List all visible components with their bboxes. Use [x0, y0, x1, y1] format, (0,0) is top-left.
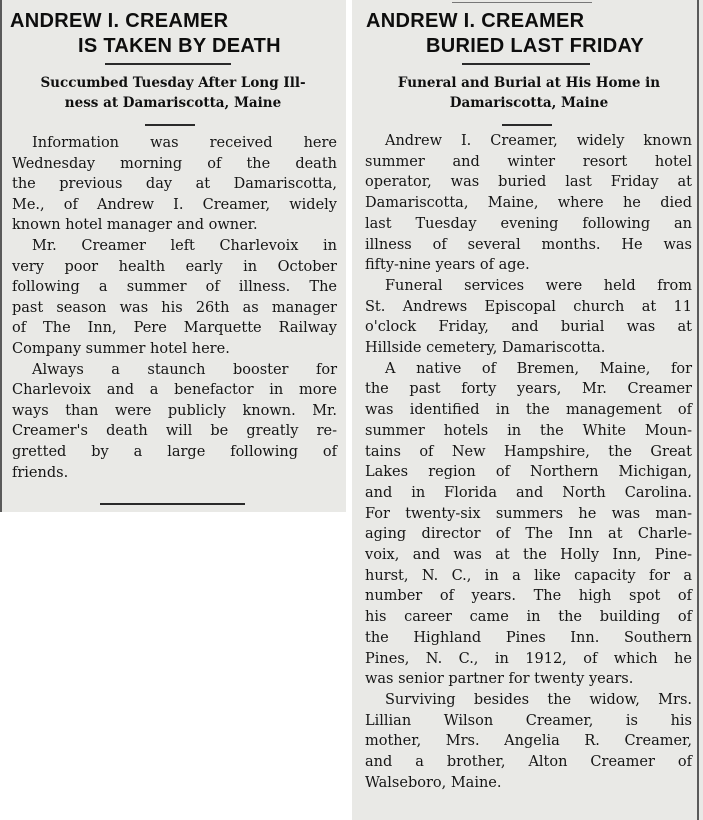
body-line: o'clock Friday, and burial was at — [365, 319, 692, 336]
headline-rule-2 — [462, 63, 590, 65]
subhead-1-line-2: ness at Damariscotta, Maine — [64, 95, 282, 111]
body-line: Walseboro, Maine. — [365, 774, 502, 791]
end-rule-1 — [100, 503, 245, 505]
body-line: Pines, N. C., in 1912, of which he — [365, 650, 692, 667]
body-line: very poor health early in October — [12, 258, 337, 275]
headline-2 — [366, 9, 696, 59]
body-line: Lakes region of Northern Michigan, — [365, 464, 692, 481]
body-line: his career came in the building of — [365, 609, 692, 626]
body-line: ways than were publicly known. Mr. — [12, 402, 337, 419]
body-line: known hotel manager and owner. — [12, 217, 258, 234]
headline-2-line-1: ANDREW I. CREAMER — [366, 10, 585, 32]
clipping-edge — [697, 0, 699, 820]
body-line: Andrew I. Creamer, widely known — [385, 133, 692, 149]
body-line: Company summer hotel here. — [12, 340, 230, 357]
body-line: was identified in the management of — [365, 402, 692, 419]
subhead-1-line-1: Succumbed Tuesday After Long Ill- — [40, 75, 306, 91]
clipping-buried-last-friday — [352, 0, 703, 820]
body-line: tains of New Hampshire, the Great — [365, 443, 692, 460]
body-line: aging director of The Inn at Charle- — [365, 526, 692, 543]
top-rule — [452, 2, 592, 3]
body-line: the previous day at Damariscotta, — [12, 176, 337, 193]
body-line: the Highland Pines Inn. Southern — [365, 629, 692, 646]
subhead-1 — [8, 73, 338, 113]
body-line: Mr. Creamer left Charlevoix in — [32, 237, 337, 254]
body-line: summer and winter resort hotel — [365, 153, 692, 170]
body-line: Damariscotta, Maine, where he died — [365, 195, 692, 212]
body-line: voix, and was at the Holly Inn, Pine- — [365, 547, 692, 564]
article-2-body — [365, 131, 692, 794]
body-line: last Tuesday evening following an — [365, 215, 692, 232]
clipping-edge — [0, 0, 2, 512]
body-line: Charlevoix and a benefactor in more — [12, 382, 337, 399]
body-line: the past forty years, Mr. Creamer — [365, 381, 692, 398]
clipping-taken-by-death — [0, 0, 346, 512]
subhead-rule-1 — [145, 124, 195, 126]
subhead-2 — [364, 73, 694, 113]
body-line: St. Andrews Episcopal church at 11 — [365, 298, 692, 315]
subhead-2-line-1: Funeral and Burial at His Home in — [397, 75, 661, 91]
body-line: fifty-nine years of age. — [365, 257, 530, 274]
body-line: following a summer of illness. The — [12, 279, 337, 296]
headline-rule-1 — [105, 63, 231, 65]
body-line: number of years. The high spot of — [365, 588, 692, 605]
body-line: Creamer's death will be greatly re- — [12, 423, 337, 440]
body-line: A native of Bremen, Maine, for — [385, 360, 692, 377]
body-line: and a brother, Alton Creamer of — [365, 754, 692, 771]
body-line: Surviving besides the widow, Mrs. — [385, 691, 692, 708]
body-line: of The Inn, Pere Marquette Railway — [12, 320, 337, 337]
body-line: Always a staunch booster for — [32, 361, 337, 378]
body-line: summer hotels in the White Moun- — [365, 422, 692, 439]
body-line: hurst, N. C., in a like capacity for a — [365, 567, 692, 584]
body-line: Me., of Andrew I. Creamer, widely — [12, 196, 337, 213]
headline-1-line-2: IS TAKEN BY DEATH — [78, 35, 281, 57]
body-line: operator, was buried last Friday at — [365, 174, 692, 191]
headline-1 — [10, 9, 340, 59]
subhead-2-line-2: Damariscotta, Maine — [449, 95, 609, 111]
body-line: Hillside cemetery, Damariscotta. — [365, 340, 606, 357]
body-line: and in Florida and North Carolina. — [365, 484, 692, 501]
body-line: gretted by a large following of — [12, 443, 337, 460]
body-line: past season was his 26th as manager — [12, 299, 337, 316]
article-1-body — [12, 133, 337, 483]
body-line: friends. — [12, 464, 69, 481]
body-line: Information was received here — [32, 135, 337, 151]
body-line: For twenty-six summers he was man- — [365, 505, 692, 522]
body-line: illness of several months. He was — [365, 236, 692, 253]
headline-1-line-1: ANDREW I. CREAMER — [10, 10, 229, 32]
body-line: Funeral services were held from — [385, 277, 692, 294]
body-line: Lillian Wilson Creamer, is his — [365, 712, 692, 729]
subhead-rule-2 — [502, 124, 552, 126]
body-line: was senior partner for twenty years. — [365, 671, 634, 688]
body-line: mother, Mrs. Angelia R. Creamer, — [365, 733, 692, 750]
body-line: Wednesday morning of the death — [12, 155, 337, 172]
headline-2-line-2: BURIED LAST FRIDAY — [426, 35, 645, 57]
